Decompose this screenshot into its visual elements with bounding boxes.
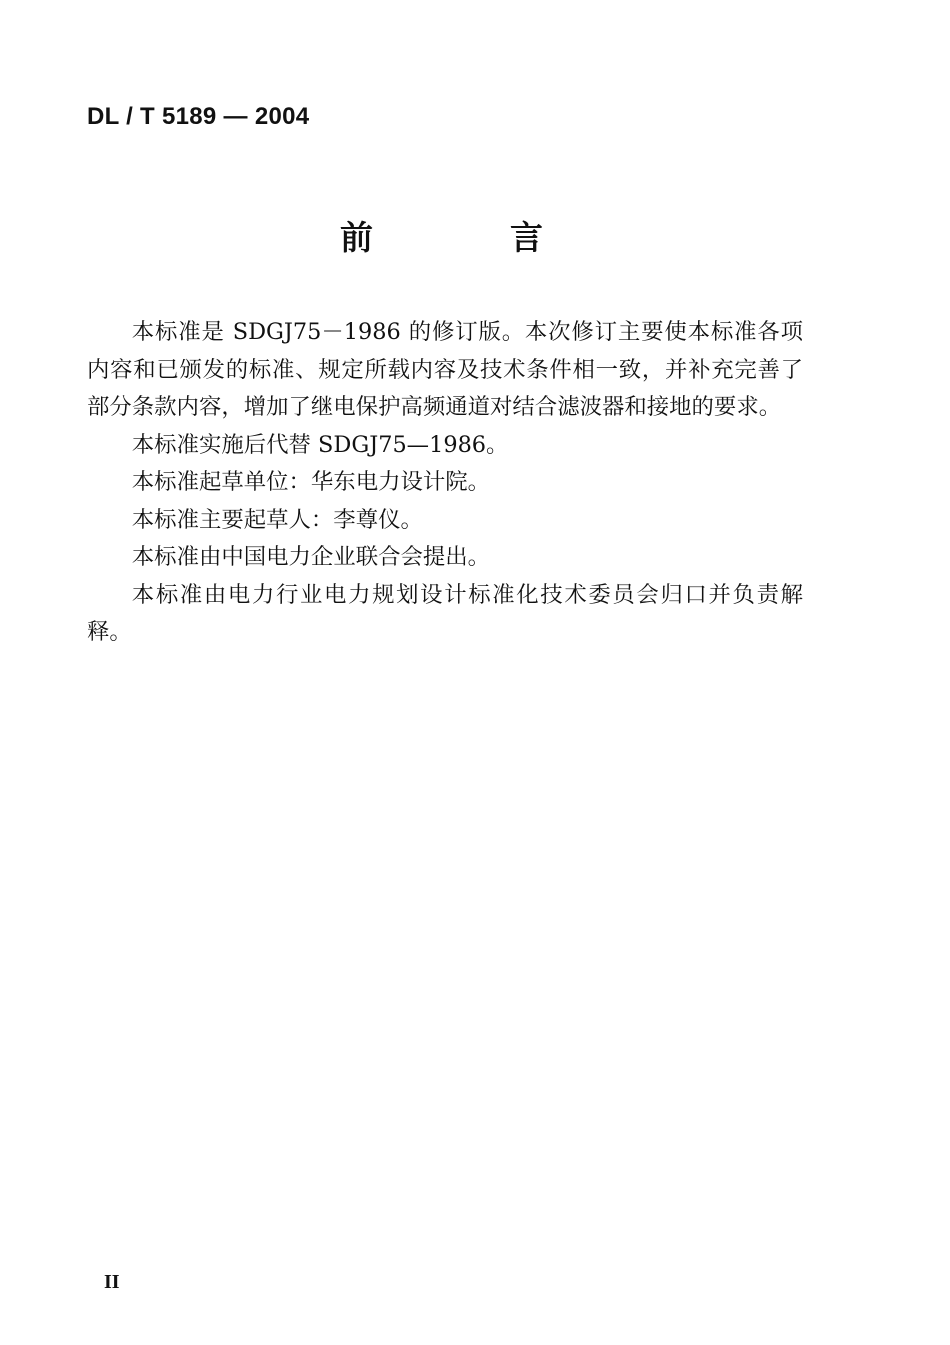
- standard-number: DL / T 5189 — 2004: [87, 103, 310, 130]
- page-number: II: [104, 1271, 120, 1293]
- paragraph-revision: 本标准是 SDGJ75－1986 的修订版。本次修订主要使本标准各项内容和已颁发的标准、规定所载内容及技术条件相一致，并补充完善了部分条款内容，增加了继电保护高频通道对结合滤波器和接地的要求。: [87, 319, 803, 420]
- paragraph-replaces: 本标准实施后代替 SDGJ75—1986。: [131, 431, 509, 458]
- paragraph-drafting-unit: 本标准起草单位：华东电力设计院。: [131, 469, 491, 495]
- paragraph-responsible: 本标准由电力行业电力规划设计标准化技术委员会归口并负责解释。: [87, 581, 803, 645]
- paragraph-drafter: 本标准主要起草人：李尊仪。: [131, 506, 423, 533]
- paragraph-proposer: 本标准由中国电力企业联合会提出。: [131, 544, 491, 570]
- page-title: 前 言: [340, 218, 595, 257]
- foreword-body: [87, 314, 803, 652]
